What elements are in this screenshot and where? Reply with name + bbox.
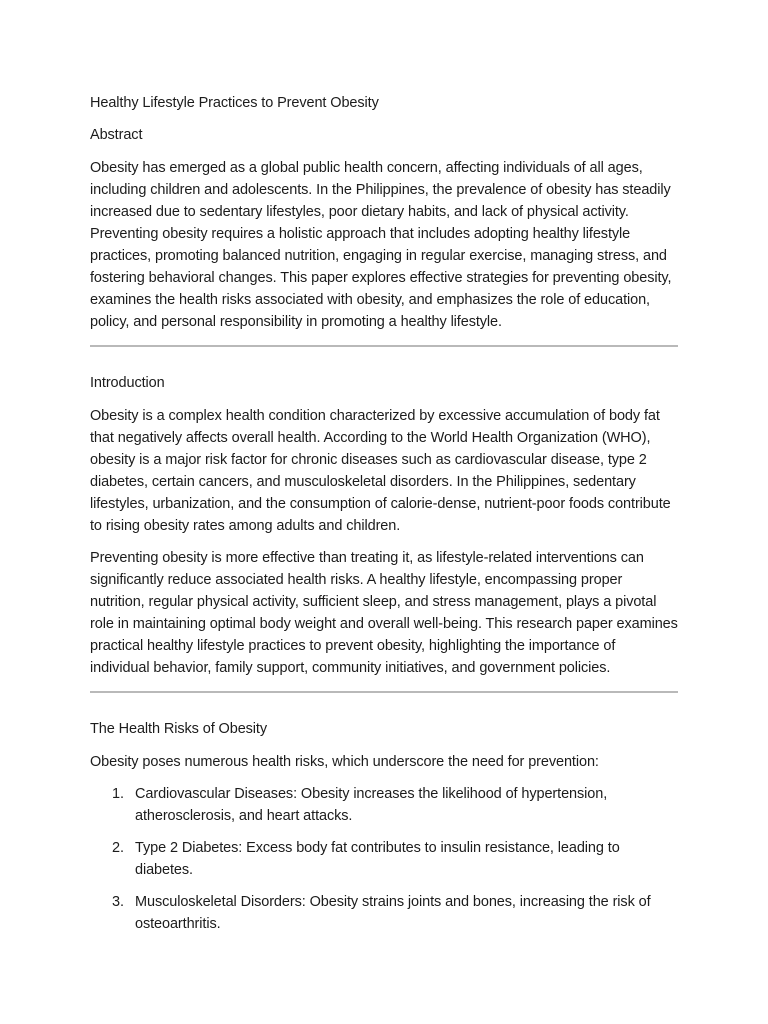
introduction-paragraph-2: Preventing obesity is more effective than treating it, as lifestyle-related interventions can significantly reduce associated health risks. A healthy lifestyle, encompassing proper nutrition, regular physical activity, sufficient sleep, and stress management, plays a pivotal role in maintaining optimal body weight and overall well-being. This research paper examines practical healthy lifestyle practices to prevent obesity, highlighting the importance of individual behavior, family support, community initiatives, and government policies.: [90, 550, 678, 676]
introduction-paragraph-1: Obesity is a complex health condition characterized by excessive accumulation of body fat that negatively affects overall health. According to the World Health Organization (WHO), obesity is a major risk factor for chronic diseases such as cardiovascular disease, type 2 diabetes, certain cancers, and musculoskeletal disorders. In the Philippines, sedentary lifestyles, urbanization, and the consumption of calorie-dense, nutrient-poor foods contribute to rising obesity rates among adults and children.: [90, 408, 671, 534]
introduction-heading: Introduction: [90, 375, 165, 391]
health-risks-list: [90, 783, 678, 935]
list-item: [90, 837, 678, 881]
list-item: [90, 783, 678, 827]
abstract-heading: Abstract: [90, 127, 143, 143]
health-risks-intro: Obesity poses numerous health risks, which underscore the need for prevention:: [90, 754, 599, 770]
health-risks-heading: The Health Risks of Obesity: [90, 721, 268, 737]
list-item-number: 3.: [112, 894, 124, 910]
list-item-text: Type 2 Diabetes: Excess body fat contributes to insulin resistance, leading to diabetes.: [135, 840, 620, 878]
document-title: Healthy Lifestyle Practices to Prevent Obesity: [90, 95, 379, 111]
list-item-number: 1.: [112, 786, 124, 802]
list-item-text: Cardiovascular Diseases: Obesity increases the likelihood of hypertension, atherosclerosis, and heart attacks.: [135, 786, 608, 824]
list-item-number: 2.: [112, 840, 124, 856]
abstract-text: Obesity has emerged as a global public health concern, affecting individuals of all ages, including children and adolescents. In the Philippines, the prevalence of obesity has steadily increased due to sedentary lifestyles, poor dietary habits, and lack of physical activity. Preventing obesity requires a holistic approach that includes adopting healthy lifestyle practices, promoting balanced nutrition, engaging in regular exercise, managing stress, and fostering behavioral changes. This paper explores effective strategies for preventing obesity, examines the health risks associated with obesity, and emphasizes the role of education, policy, and personal responsibility in promoting a healthy lifestyle.: [90, 160, 672, 330]
list-item: [90, 891, 678, 935]
list-item-text: Musculoskeletal Disorders: Obesity strains joints and bones, increasing the risk of osteoarthritis.: [135, 894, 651, 932]
